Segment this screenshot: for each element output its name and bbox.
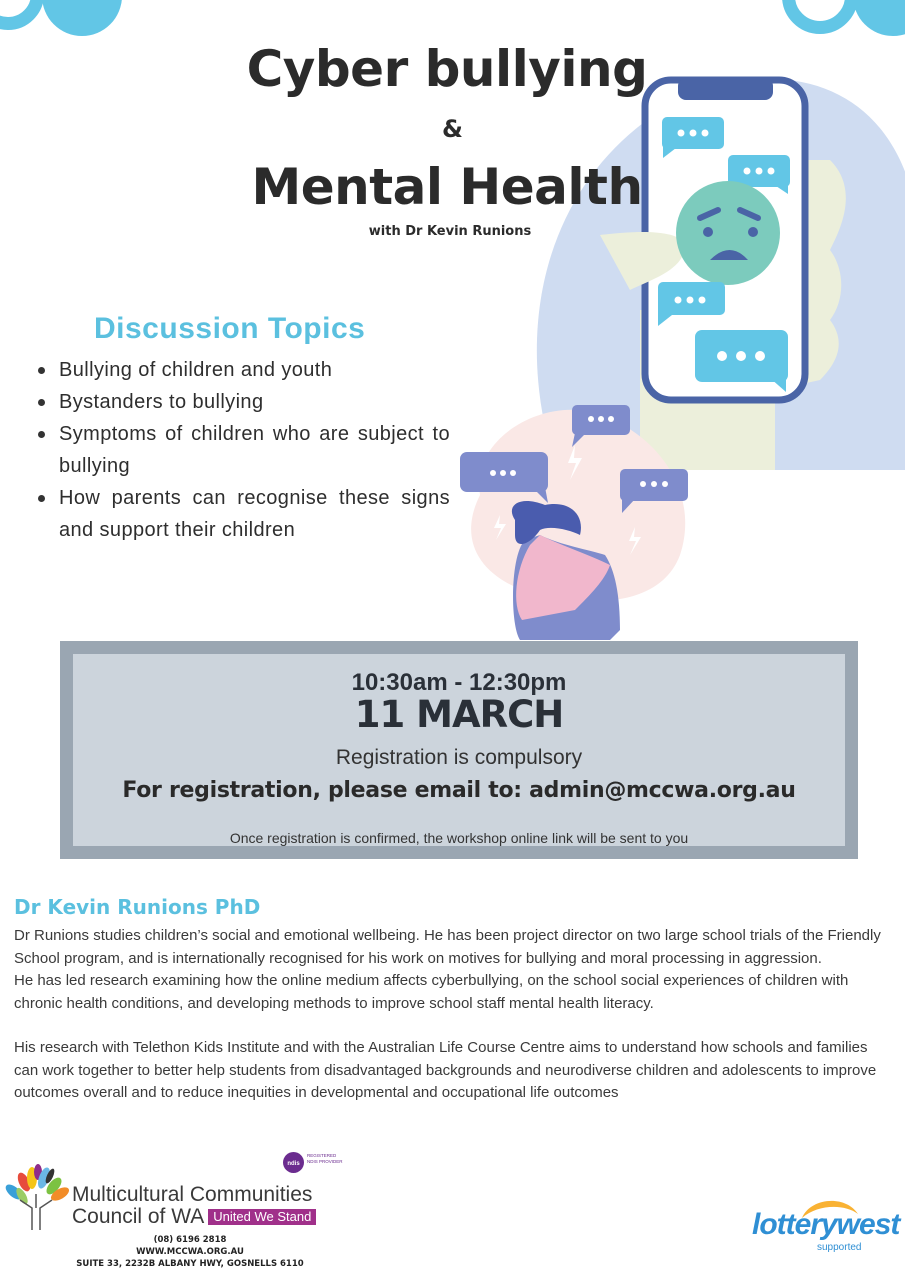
- sad-girl-illustration: [440, 395, 700, 645]
- title-line-2: Mental Health: [251, 158, 643, 216]
- mccwa-org-name: Multicultural Communities Council of WA United We Stand: [72, 1184, 316, 1228]
- lotterywest-logo: lotterywest: [752, 1208, 900, 1241]
- ndis-logo-icon: ndis: [283, 1152, 304, 1173]
- mccwa-phone: (08) 6196 2818: [153, 1235, 227, 1245]
- topic-item: How parents can recognise these signs and support their children: [34, 482, 450, 546]
- mccwa-address: SUITE 33, 2232B ALBANY HWY, GOSNELLS 6110: [76, 1259, 304, 1269]
- title-ampersand: &: [442, 115, 463, 143]
- registration-required: Registration is compulsory: [335, 746, 583, 769]
- bio-paragraph: Dr Runions studies children’s social and emotional wellbeing. He has been project director on two large school trials of the Friendly School program, and is internationally recognised for his work on motives for bullying and moral processing in aggression.: [14, 927, 881, 967]
- mccwa-website[interactable]: WWW.MCCWA.ORG.AU: [136, 1247, 244, 1257]
- mccwa-tree-logo-icon: [2, 1164, 70, 1232]
- topics-heading: Discussion Topics: [94, 312, 366, 345]
- event-info-box: [60, 641, 858, 859]
- ndis-label: REGISTERED NDIS PROVIDER: [307, 1153, 343, 1164]
- lotterywest-supported: supported: [817, 1242, 862, 1253]
- registration-note: Once registration is confirmed, the workshop online link will be sent to you: [229, 830, 689, 846]
- topic-item: Bullying of children and youth: [34, 354, 450, 386]
- topic-item: Symptoms of children who are subject to bullying: [34, 418, 450, 482]
- presenter-subtitle: with Dr Kevin Runions: [368, 224, 532, 239]
- bio-paragraph: He has led research examining how the online medium affects cyberbullying, on the school social experiences of children with chronic health conditions, and developing methods to improve school staff mental health literacy.: [14, 972, 849, 1012]
- registration-email[interactable]: For registration, please email to: admin@mccwa.org.au: [122, 778, 796, 803]
- topic-item: Bystanders to bullying: [34, 386, 450, 418]
- event-date: 11 MARCH: [354, 693, 564, 736]
- bio-heading: Dr Kevin Runions PhD: [14, 895, 261, 919]
- event-time: 10:30am - 12:30pm: [351, 669, 567, 696]
- mccwa-tagline: United We Stand: [208, 1209, 316, 1225]
- bio-text: [14, 925, 894, 1105]
- title-line-1: Cyber bullying: [246, 40, 648, 98]
- topics-list: [34, 354, 450, 546]
- mccwa-contact: [70, 1234, 310, 1270]
- bio-paragraph: His research with Telethon Kids Institute and with the Australian Life Course Centre aims to understand how schools and families can work together to better help students from disadvantaged backgrounds and neurodiverse children and adolescents to improve outcomes overall and to reduce inequities in developmental and occupational life outcomes: [14, 1039, 877, 1101]
